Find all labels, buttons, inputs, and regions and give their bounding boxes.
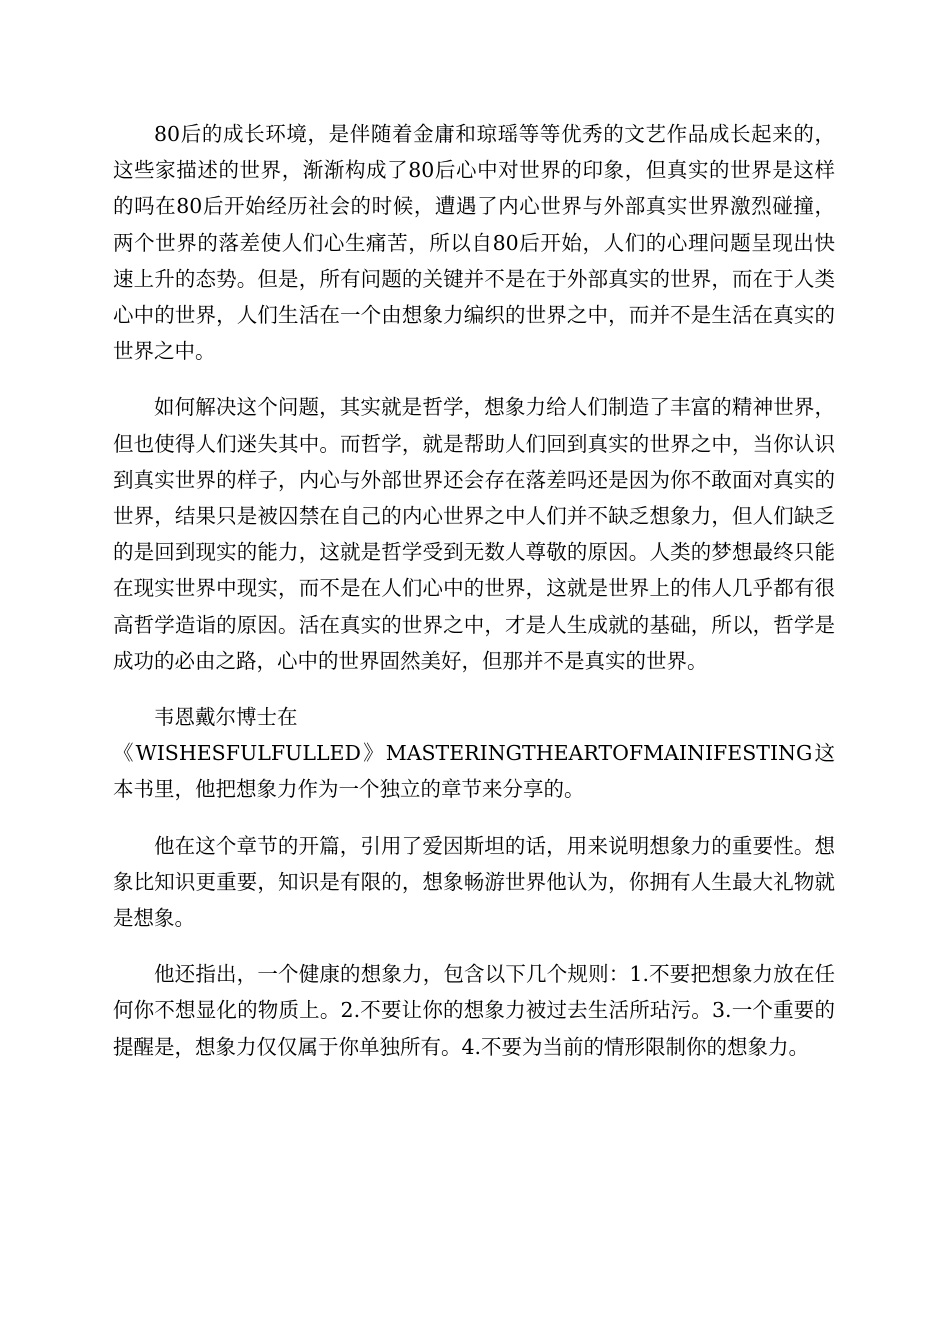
paragraph-1: 80后的成长环境，是伴随着金庸和琼瑶等等优秀的文艺作品成长起来的，这些家描述的世界，渐渐构成了80后心中对世界的印象，但真实的世界是这样的吗在80后开始经历社会的时候，遭遇了内心世界与外部真实世界激烈碰撞，两个世界的落差使人们心生痛苦，所以自80后开始，人们的心理问题呈现出快速上升的态势。但是，所有问题的关键并不是在于外部真实的世界，而在于人类心中的世界，人们生活在一个由想象力编织的世界之中，而并不是生活在真实的世界之中。: [113, 122, 835, 364]
book-title: 《WISHESFULFULLED》MASTERINGTHEARTOFMAINIFESTING: [113, 741, 813, 766]
paragraph-2: 如何解决这个问题，其实就是哲学，想象力给人们制造了丰富的精神世界，但也使得人们迷失其中。而哲学，就是帮助人们回到真实的世界之中，当你认识到真实世界的样子，内心与外部世界还会存在落差吗还是因为你不敢面对真实的世界，结果只是被囚禁在自己的内心世界之中人们并不缺乏想象力，但人们缺乏的是回到现实的能力，这就是哲学受到无数人尊敬的原因。人类的梦想最终只能在现实世界中现实，而不是在人们心中的世界，这就是世界上的伟人几乎都有很高哲学造诣的原因。活在真实的世界之中，才是人生成就的基础，所以，哲学是成功的必由之路，心中的世界固然美好，但那并不是真实的世界。: [113, 395, 835, 673]
paragraph-4: 他在这个章节的开篇，引用了爱因斯坦的话，用来说明想象力的重要性。想象比知识更重要，知识是有限的，想象畅游世界他认为，你拥有人生最大礼物就是想象。: [113, 833, 835, 931]
paragraph-3-intro: 韦恩戴尔博士在: [154, 705, 298, 730]
paragraph-5: 他还指出，一个健康的想象力，包含以下几个规则：1.不要把想象力放在任何你不想显化的物质上。2.不要让你的想象力被过去生活所玷污。3.一个重要的提醒是，想象力仅仅属于你单独所有。4.不要为当前的情形限制你的想象力。: [113, 962, 835, 1059]
paragraph-3-rest: 这本书里，他把想象力作为一个独立的章节来分享的。: [113, 741, 835, 802]
document-body: [113, 116, 835, 1085]
paragraph-3: [113, 699, 835, 808]
